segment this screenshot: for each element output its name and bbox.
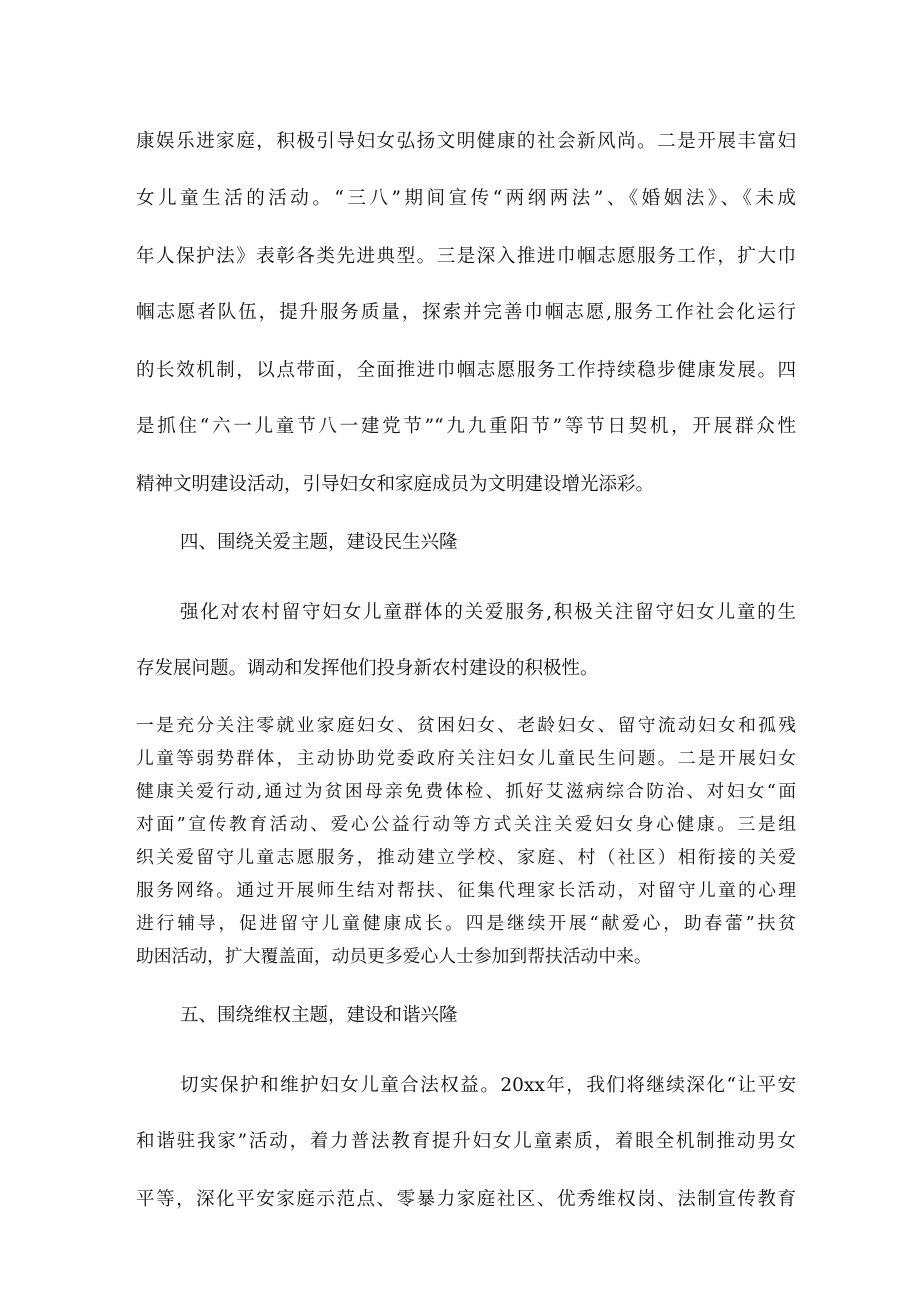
paragraph-line: 年人保护法》表彰各类先进典型。三是深入推进巾帼志愿服务工作，扩大巾 (136, 246, 796, 267)
paragraph-line: 助困活动，扩大覆盖面，动员更多爱心人士参加到帮扶活动中来。 (136, 946, 652, 967)
section-heading: 四、围绕关爱主题，建设民生兴隆 (180, 532, 458, 553)
paragraph-line: 精神文明建设活动，引导妇女和家庭成员为文明建设增光添彩。 (136, 474, 655, 495)
paragraph-line: 和谐驻我家”活动，着力普法教育提升妇女儿童素质，着眼全机制推动男女 (136, 1131, 796, 1152)
paragraph-line: 帼志愿者队伍，提升服务质量，探索并完善巾帼志愿,服务工作社会化运行 (136, 302, 796, 323)
paragraph-line: 一是充分关注零就业家庭妇女、贫困妇女、老龄妇女、留守流动妇女和孤残 (136, 715, 796, 736)
paragraph-line: 女儿童生活的活动。“三八”期间宣传“两纲两法”、《婚姻法》、《未成 (136, 188, 796, 209)
paragraph-line: 进行辅导，促进留守儿童健康成长。四是继续开展“献爱心，助春蕾”扶贫 (136, 913, 796, 934)
paragraph-line: 健康关爱行动,通过为贫困母亲免费体检、抓好艾滋病综合防治、对妇女“面 (136, 781, 796, 802)
paragraph-line: 平等，深化平安家庭示范点、零暴力家庭社区、优秀维权岗、法制宣传教育 (136, 1189, 796, 1210)
paragraph-line: 对面”宣传教育活动、爱心公益行动等方式关注关爱妇女身心健康。三是组 (136, 814, 796, 835)
paragraph-line: 的长效机制，以点带面，全面推进巾帼志愿服务工作持续稳步健康发展。四 (136, 360, 796, 381)
paragraph-line: 儿童等弱势群体，主动协助党委政府关注妇女儿童民生问题。二是开展妇女 (136, 748, 796, 769)
paragraph-line: 切实保护和维护妇女儿童合法权益。20xx年，我们将继续深化“让平安 (180, 1075, 796, 1096)
paragraph-line: 存发展问题。调动和发挥他们投身新农村建设的积极性。 (136, 658, 599, 679)
paragraph-line: 服务网络。通过开展师生结对帮扶、征集代理家长活动，对留守儿童的心理 (136, 880, 796, 901)
paragraph-line: 强化对农村留守妇女儿童群体的关爱服务,积极关注留守妇女儿童的生 (180, 602, 796, 623)
paragraph-line: 是抓住“六一儿童节八一建党节”“九九重阳节”等节日契机，开展群众性 (136, 416, 796, 437)
paragraph-line: 织关爱留守儿童志愿服务，推动建立学校、家庭、村（社区）相衔接的关爱 (136, 847, 796, 868)
paragraph-line: 康娱乐进家庭，积极引导妇女弘扬文明健康的社会新风尚。二是开展丰富妇 (136, 131, 796, 152)
section-heading: 五、围绕维权主题，建设和谐兴隆 (180, 1005, 458, 1026)
